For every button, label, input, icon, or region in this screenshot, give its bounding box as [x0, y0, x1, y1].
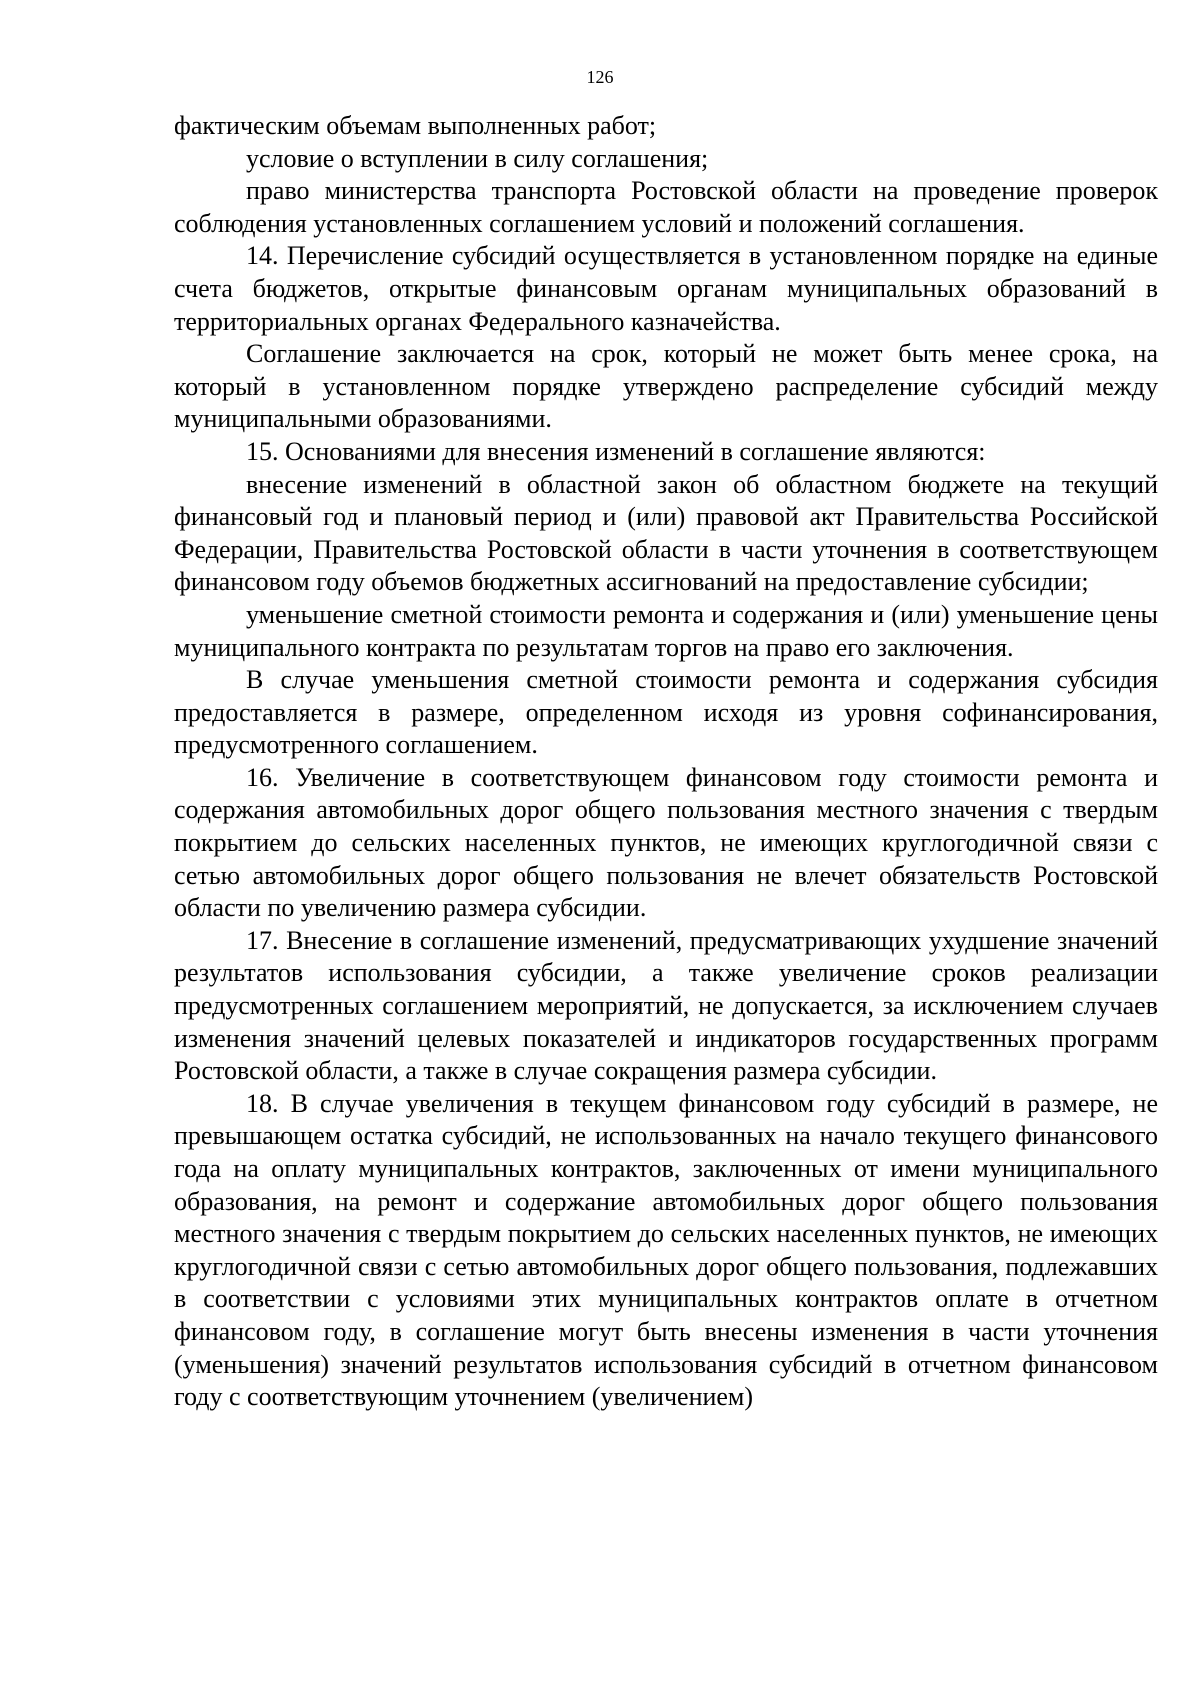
- paragraph-ministry-inspection-right: право министерства транспорта Ростовской области на проведение проверок соблюдения установленных соглашением условий и положений соглашения.: [174, 176, 1158, 238]
- document-body: [174, 110, 1158, 1414]
- paragraph-item-18: 18. В случае увеличения в текущем финансовом году субсидий в размере, не превышающем остатка субсидий, не использованных на начало текущего финансового года на оплату муниципальных контрактов, заключенных от имени муниципального образования, на ремонт и содержание автомобильных дорог общего пользования местного значения с твердым покрытием до сельских населенных пунктов, не имеющих круглогодичной связи с сетью автомобильных дорог общего пользования, подлежавших в соответствии с условиями этих муниципальных контрактов оплате в отчетном финансовом году, в соглашение могут быть внесены изменения в части уточнения (уменьшения) значений результатов использования субсидий в отчетном финансовом году с соответствующим уточнением (увеличением): [174, 1088, 1158, 1412]
- paragraph-agreement-term: Соглашение заключается на срок, который не может быть менее срока, на который в установленном порядке утверждено распределение субсидий между муниципальными образованиями.: [174, 339, 1158, 434]
- paragraph-item-16: 16. Увеличение в соответствующем финансовом году стоимости ремонта и содержания автомобильных дорог общего пользования местного значения с твердым покрытием до сельских населенных пунктов, не имеющих круглогодичной связи с сетью автомобильных дорог общего пользования не влечет обязательств Ростовской области по увеличению размера субсидии.: [174, 762, 1158, 923]
- paragraph-item-14: 14. Перечисление субсидий осуществляется в установленном порядке на единые счета бюджетов, открытые финансовым органам муниципальных образований в территориальных органах Федерального казначейства.: [174, 241, 1158, 336]
- paragraph-cost-reduction: уменьшение сметной стоимости ремонта и содержания и (или) уменьшение цены муниципального контракта по результатам торгов на право его заключения.: [174, 599, 1158, 662]
- paragraph-item-17: 17. Внесение в соглашение изменений, предусматривающих ухудшение значений результатов использования субсидии, а также увеличение сроков реализации предусмотренных соглашением мероприятий, не допускается, за исключением случаев изменения значений целевых показателей и индикаторов государственных программ Ростовской области, а также в случае сокращения размера субсидии.: [174, 925, 1158, 1086]
- page-number: 126: [586, 67, 614, 87]
- paragraph-budget-law-changes: внесение изменений в областной закон об областном бюджете на текущий финансовый год и плановый период и (или) правовой акт Правительства Российской Федерации, Правительства Ростовской области в части уточнения в соответствующем финансовом году объемов бюджетных ассигнований на предоставление субсидии;: [174, 469, 1158, 597]
- paragraph-continuation: фактическим объемам выполненных работ;: [174, 111, 657, 140]
- paragraph-item-15: 15. Основаниями для внесения изменений в соглашение являются:: [246, 436, 986, 466]
- paragraph-subsidy-cofinancing: В случае уменьшения сметной стоимости ремонта и содержания субсидия предоставляется в размере, определенном исходя из уровня софинансирования, предусмотренного соглашением.: [174, 665, 1158, 760]
- paragraph-agreement-entry-condition: условие о вступлении в силу соглашения;: [246, 143, 709, 173]
